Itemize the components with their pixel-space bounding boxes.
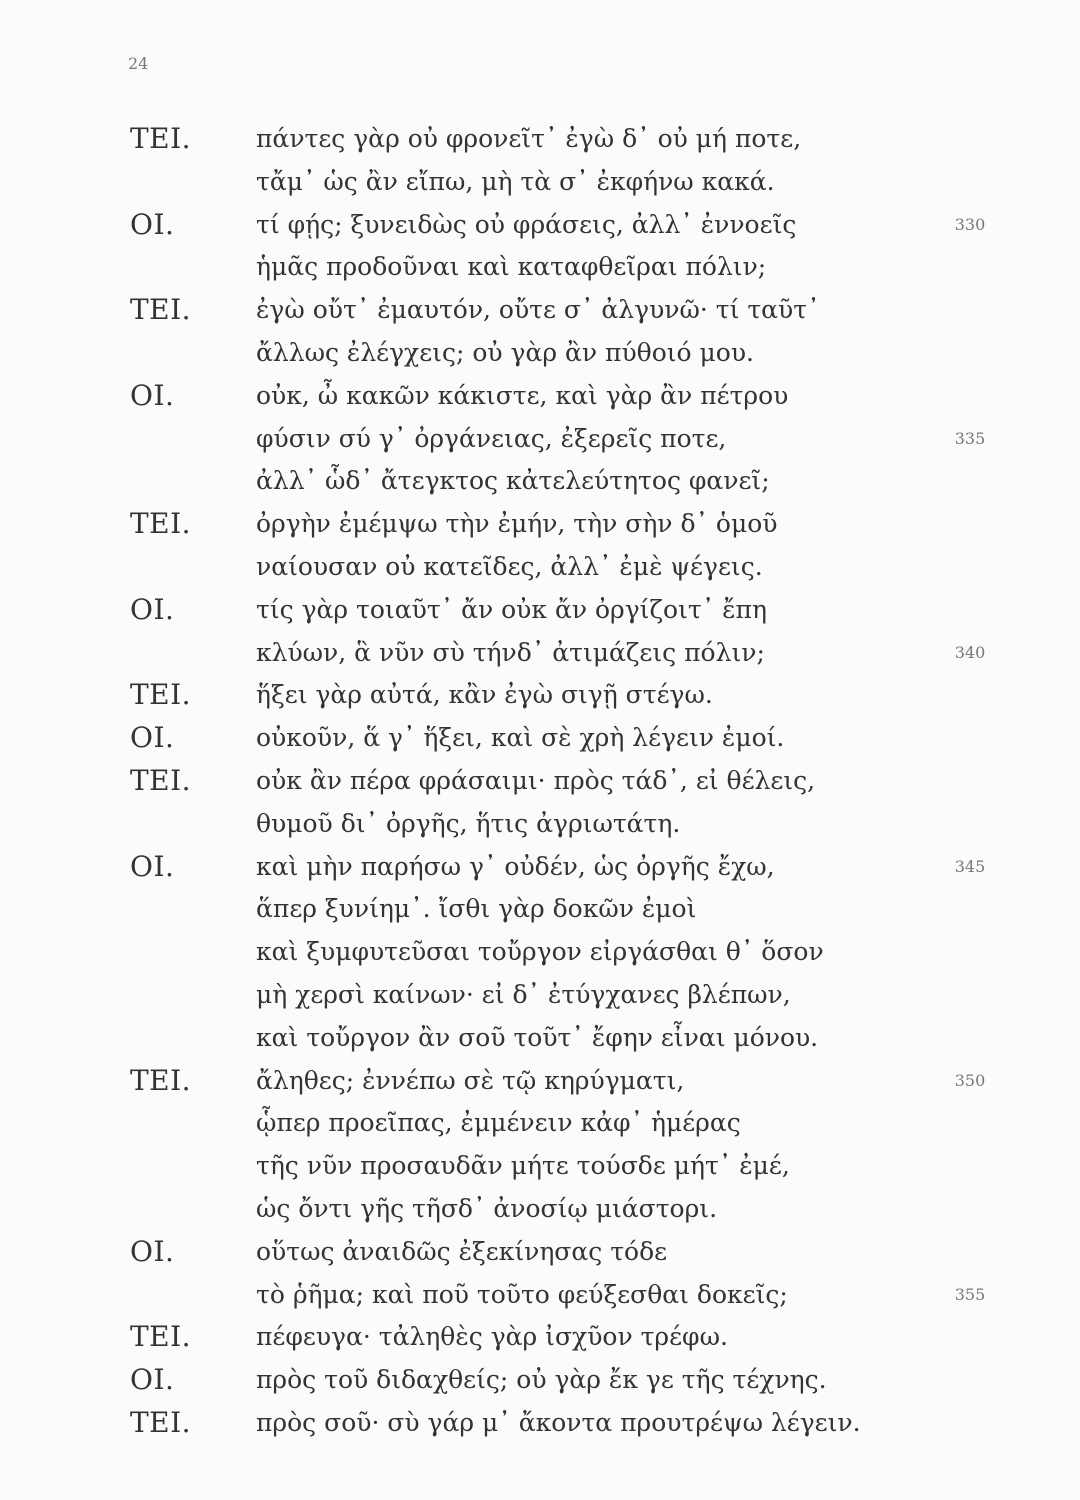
verse-text-line: τὸ ῥῆμα; καὶ ποῦ τοῦτο φεύξεσθαι δοκεῖς; [256, 1279, 788, 1309]
speaker-label: TEI. [130, 507, 192, 541]
verse-text-line: ἄληθες; ἐννέπω σὲ τῷ κηρύγματι, [256, 1065, 685, 1095]
verse-text-line: οὐκ, ὦ κακῶν κάκιστε, καὶ γὰρ ἂν πέτρου [256, 380, 789, 410]
verse-text-line: οὕτως ἀναιδῶς ἐξεκίνησας τόδε [256, 1236, 668, 1266]
speaker-label: TEI. [130, 1405, 192, 1439]
speaker-label: ΟΙ. [130, 721, 175, 755]
verse-line [0, 204, 1080, 247]
speaker-label: TEI. [130, 678, 192, 712]
verse-text [0, 118, 1080, 1445]
verse-text-line: οὐκοῦν, ἅ γ᾽ ἥξει, καὶ σὲ χρὴ λέγειν ἐμοί. [256, 723, 785, 753]
verse-line [0, 1402, 1080, 1445]
verse-line [0, 375, 1080, 418]
speaker-label: TEI. [130, 122, 192, 155]
verse-text-line: ἅπερ ξυνίημ᾽. ἴσθι γὰρ δοκῶν ἐμοὶ [256, 894, 697, 924]
verse-text-line: ἐγὼ οὔτ᾽ ἐμαυτόν, οὔτε σ᾽ ἀλγυνῶ· τί ταῦτ᾽ [256, 295, 820, 325]
verse-text-line: ἄλλως ἐλέγχεις; οὐ γὰρ ἂν πύθοιό μου. [256, 337, 754, 367]
verse-line [0, 1359, 1080, 1402]
speaker-label: ΟΙ. [130, 1234, 175, 1268]
verse-line [0, 1231, 1080, 1274]
verse-line [0, 589, 1080, 632]
verse-text-line: τἄμ᾽ ὡς ἂν εἴπω, μὴ τὰ σ᾽ ἐκφήνω κακά. [256, 166, 775, 196]
speaker-label: ΟΙ. [130, 207, 175, 241]
speaker-label: ΟΙ. [130, 592, 175, 626]
verse-text-line: θυμοῦ δι᾽ ὀργῆς, ἥτις ἀγριωτάτη. [256, 808, 681, 838]
verse-line [0, 460, 1080, 503]
verse-line [0, 1274, 1080, 1317]
page-number: 24 [128, 54, 149, 73]
verse-line [0, 803, 1080, 846]
verse-text-line: κλύων, ἃ νῦν σὺ τήνδ᾽ ἀτιμάζεις πόλιν; [256, 637, 765, 667]
verse-text-line: τίς γὰρ τοιαῦτ᾽ ἄν οὐκ ἄν ὀργίζοιτ᾽ ἔπη [256, 594, 767, 624]
verse-line [0, 760, 1080, 803]
verse-line [0, 1145, 1080, 1188]
verse-text-line: ἀλλ᾽ ὧδ᾽ ἄτεγκτος κἀτελεύτητος φανεῖ; [256, 466, 770, 496]
verse-line [0, 503, 1080, 546]
line-number: 335 [954, 428, 986, 448]
line-number: 355 [954, 1284, 986, 1304]
speaker-label: TEI. [130, 1063, 192, 1097]
verse-text-line: ἡμᾶς προδοῦναι καὶ καταφθεῖραι πόλιν; [256, 252, 767, 282]
verse-line [0, 1060, 1080, 1103]
verse-line [0, 1102, 1080, 1145]
verse-line [0, 161, 1080, 204]
verse-text-line: φύσιν σύ γ᾽ ὀργάνειας, ἐξερεῖς ποτε, [256, 423, 727, 453]
verse-line [0, 546, 1080, 589]
line-number: 345 [954, 856, 986, 876]
verse-text-line: ἥξει γὰρ αὐτά, κἂν ἐγὼ σιγῇ στέγω. [256, 680, 713, 710]
verse-text-line: ὀργὴν ἐμέμψω τὴν ἐμήν, τὴν σὴν δ᾽ ὁμοῦ [256, 509, 778, 539]
verse-line [0, 332, 1080, 375]
verse-text-line: πάντες γὰρ οὐ φρονεῖτ᾽ ἐγὼ δ᾽ οὐ μή ποτε, [256, 124, 802, 153]
verse-line [0, 888, 1080, 931]
verse-line [0, 974, 1080, 1017]
line-number: 350 [954, 1070, 986, 1090]
verse-text-line: καὶ μὴν παρήσω γ᾽ οὐδέν, ὡς ὀργῆς ἔχω, [256, 851, 775, 881]
verse-line [0, 1316, 1080, 1359]
verse-text-line: καὶ τοὔργον ἂν σοῦ τοῦτ᾽ ἔφην εἶναι μόνου. [256, 1022, 819, 1052]
verse-text-line: τῆς νῦν προσαυδᾶν μήτε τούσδε μήτ᾽ ἐμέ, [256, 1151, 790, 1181]
verse-text-line: πέφευγα· τἀληθὲς γὰρ ἰσχῦον τρέφω. [256, 1322, 728, 1352]
verse-line [0, 418, 1080, 461]
verse-text-line: πρὸς τοῦ διδαχθείς; οὐ γὰρ ἔκ γε τῆς τέχνης. [256, 1365, 827, 1395]
speaker-label: TEI. [130, 293, 192, 327]
verse-text-line: πρὸς σοῦ· σὺ γάρ μ᾽ ἄκοντα προυτρέψω λέγειν. [256, 1407, 861, 1437]
line-number: 330 [954, 214, 986, 234]
verse-line [0, 717, 1080, 760]
verse-line [0, 931, 1080, 974]
speaker-label: ΟΙ. [130, 1363, 175, 1397]
speaker-label: ΟΙ. [130, 849, 175, 883]
speaker-label: TEI. [130, 1320, 192, 1354]
verse-line [0, 846, 1080, 889]
verse-line [0, 1188, 1080, 1231]
verse-text-line: καὶ ξυμφυτεῦσαι τοὔργον εἰργάσθαι θ᾽ ὅσον [256, 937, 824, 967]
line-number: 340 [954, 642, 986, 662]
verse-line [0, 246, 1080, 289]
verse-text-line: ᾧπερ προεῖπας, ἐμμένειν κἀφ᾽ ἡμέρας [256, 1108, 741, 1138]
verse-line [0, 674, 1080, 717]
verse-text-line: ναίουσαν οὐ κατεῖδες, ἀλλ᾽ ἐμὲ ψέγεις. [256, 551, 763, 581]
verse-line [0, 1017, 1080, 1060]
verse-text-line: οὐκ ἂν πέρα φράσαιμι· πρὸς τάδ᾽, εἰ θέλεις, [256, 765, 816, 795]
verse-text-line: ὡς ὄντι γῆς τῆσδ᾽ ἀνοσίῳ μιάστορι. [256, 1193, 718, 1223]
speaker-label: TEI. [130, 763, 192, 797]
verse-line [0, 632, 1080, 675]
verse-line [0, 289, 1080, 332]
verse-text-line: μὴ χερσὶ καίνων· εἰ δ᾽ ἐτύγχανες βλέπων, [256, 979, 791, 1009]
speaker-label: ΟΙ. [130, 378, 175, 412]
verse-line [0, 118, 1080, 161]
verse-text-line: τί φῄς; ξυνειδὼς οὐ φράσεις, ἀλλ᾽ ἐννοεῖς [256, 209, 797, 239]
